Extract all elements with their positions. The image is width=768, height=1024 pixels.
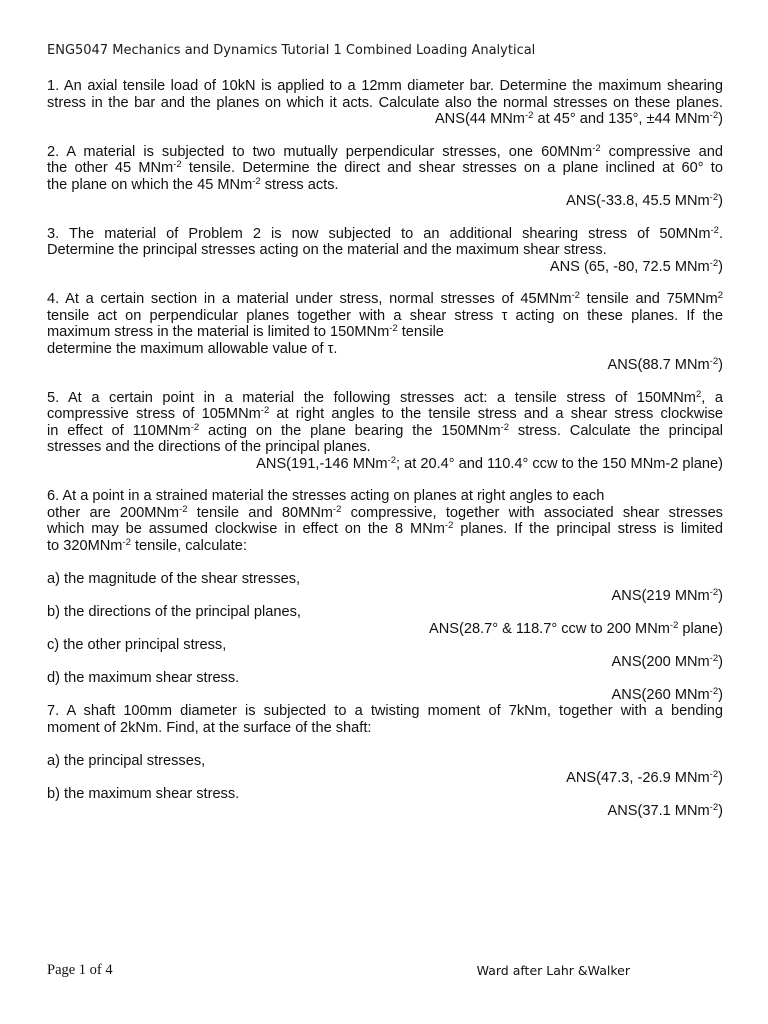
question-3-answer: ANS (65, -80, 72.5 MNm$^{-2}$): [549, 257, 723, 275]
question-5-answer: ANS(191,-146 MNm$^{-2}$; at 20.4° and 110.4° ccw to the 150 MNm-2 plane): [256, 454, 723, 472]
question-6-answer-d: ANS(260 MNm$^{-2}$): [611, 685, 723, 703]
question-1-line-1: 1. An axial tensile load of 10kN is applied to a 12mm diameter bar. Determine the maximum shearing: [47, 78, 723, 94]
question-5-line-1: 5. At a certain point in a material the following stresses act: a tensile stress of 150MNm$^2$, a: [47, 388, 724, 406]
question-6-line-1: 6. At a point in a strained material the stresses acting on planes at right angles to each: [47, 488, 605, 504]
question-2-line-1: 2. A material is subjected to two mutually perpendicular stresses, one 60MNm$^{-2}$ compressive and: [47, 142, 723, 160]
question-2-answer: ANS(-33.8, 45.5 MNm$^{-2}$): [566, 192, 723, 209]
question-2-line-3: the plane on which the 45 MNm$^{-2}$ stress acts.: [47, 175, 339, 193]
question-6-line-2: other are 200MNm$^{-2}$ tensile and 80MNm$^{-2}$ compressive, together with associated shear stresses: [47, 503, 723, 521]
question-1: [47, 78, 723, 128]
question-6-line-3: which may be assumed clockwise in effect on the 8 MNm$^{-2}$ planes. If the principal stress is limited: [47, 520, 723, 537]
question-6: [47, 488, 723, 703]
question-4-line-4: determine the maximum allowable value of τ.: [47, 340, 338, 357]
question-5: [47, 390, 723, 473]
question-6-part-a: a) the magnitude of the shear stresses,: [47, 571, 301, 587]
question-4-line-2: tensile act on perpendicular planes together with a shear stress τ acting on these planes. If the: [47, 307, 723, 324]
question-7-line-2: moment of 2kNm. Find, at the surface of the shaft:: [47, 719, 372, 736]
tutorial-content: [47, 78, 723, 819]
question-1-answer: ANS(44 MNm$^{-2}$ at 45° and 135°, ±44 MNm$^{-2}$): [434, 110, 723, 127]
question-7: [47, 703, 723, 819]
question-4: [47, 291, 723, 374]
question-5-line-2: compressive stress of 105MNm$^{-2}$ at right angles to the tensile stress and a shear stress clockwise: [47, 405, 723, 422]
question-6-part-d: d) the maximum shear stress.: [47, 670, 240, 686]
question-3-line-1: 3. The material of Problem 2 is now subjected to an additional shearing stress of 50MNm$^{-2}$.: [47, 224, 723, 242]
question-6-answer-a: ANS(219 MNm$^{-2}$): [611, 586, 723, 604]
question-5-line-4: stresses and the directions of the principal planes.: [47, 439, 371, 455]
document-header: ENG5047 Mechanics and Dynamics Tutorial 1 Combined Loading Analytical: [47, 43, 536, 58]
question-7-answer-b: ANS(37.1 MNm$^{-2}$): [607, 801, 723, 819]
question-7-part-a: a) the principal stresses,: [47, 753, 206, 769]
question-4-answer: ANS(88.7 MNm$^{-2}$): [607, 356, 723, 373]
question-7-answer-a: ANS(47.3, -26.9 MNm$^{-2}$): [566, 768, 723, 786]
page-number: Page 1 of 4: [47, 962, 113, 978]
question-7-line-1: 7. A shaft 100mm diameter is subjected to a twisting moment of 7kNm, together with a bending: [47, 703, 723, 719]
question-3-line-2: Determine the principal stresses acting on the material and the maximum shear stress.: [47, 242, 607, 258]
question-2: [47, 144, 723, 210]
question-6-line-4: to 320MNm$^{-2}$ tensile, calculate:: [47, 536, 247, 554]
question-7-part-b: b) the maximum shear stress.: [47, 786, 240, 802]
question-5-line-3: in effect of 110MNm$^{-2}$ acting on the plane bearing the 150MNm$^{-2}$ stress. Calculate the principal: [47, 421, 724, 439]
question-6-part-c: c) the other principal stress,: [47, 637, 227, 653]
question-2-line-2: the other 45 MNm$^{-2}$ tensile. Determine the direct and shear stresses on a plane inclined at 60° to: [47, 159, 723, 176]
question-4-line-3: maximum stress in the material is limited to 150MNm$^{-2}$ tensile: [47, 323, 444, 340]
question-6-part-b: b) the directions of the principal planes,: [47, 604, 301, 620]
footer-credit: Ward after Lahr &Walker: [476, 963, 630, 978]
question-6-answer-c: ANS(200 MNm$^{-2}$): [611, 652, 723, 670]
question-6-answer-b: ANS(28.7° & 118.7° ccw to 200 MNm$^{-2}$ plane): [428, 619, 723, 637]
question-3: [47, 226, 723, 276]
question-4-line-1: 4. At a certain section in a material under stress, normal stresses of 45MNm$^{-2}$ tensile and 75MNm$^2$: [47, 290, 723, 307]
question-1-line-2: stress in the bar and the planes on which it acts. Calculate also the normal stresses on these planes.: [47, 94, 723, 111]
